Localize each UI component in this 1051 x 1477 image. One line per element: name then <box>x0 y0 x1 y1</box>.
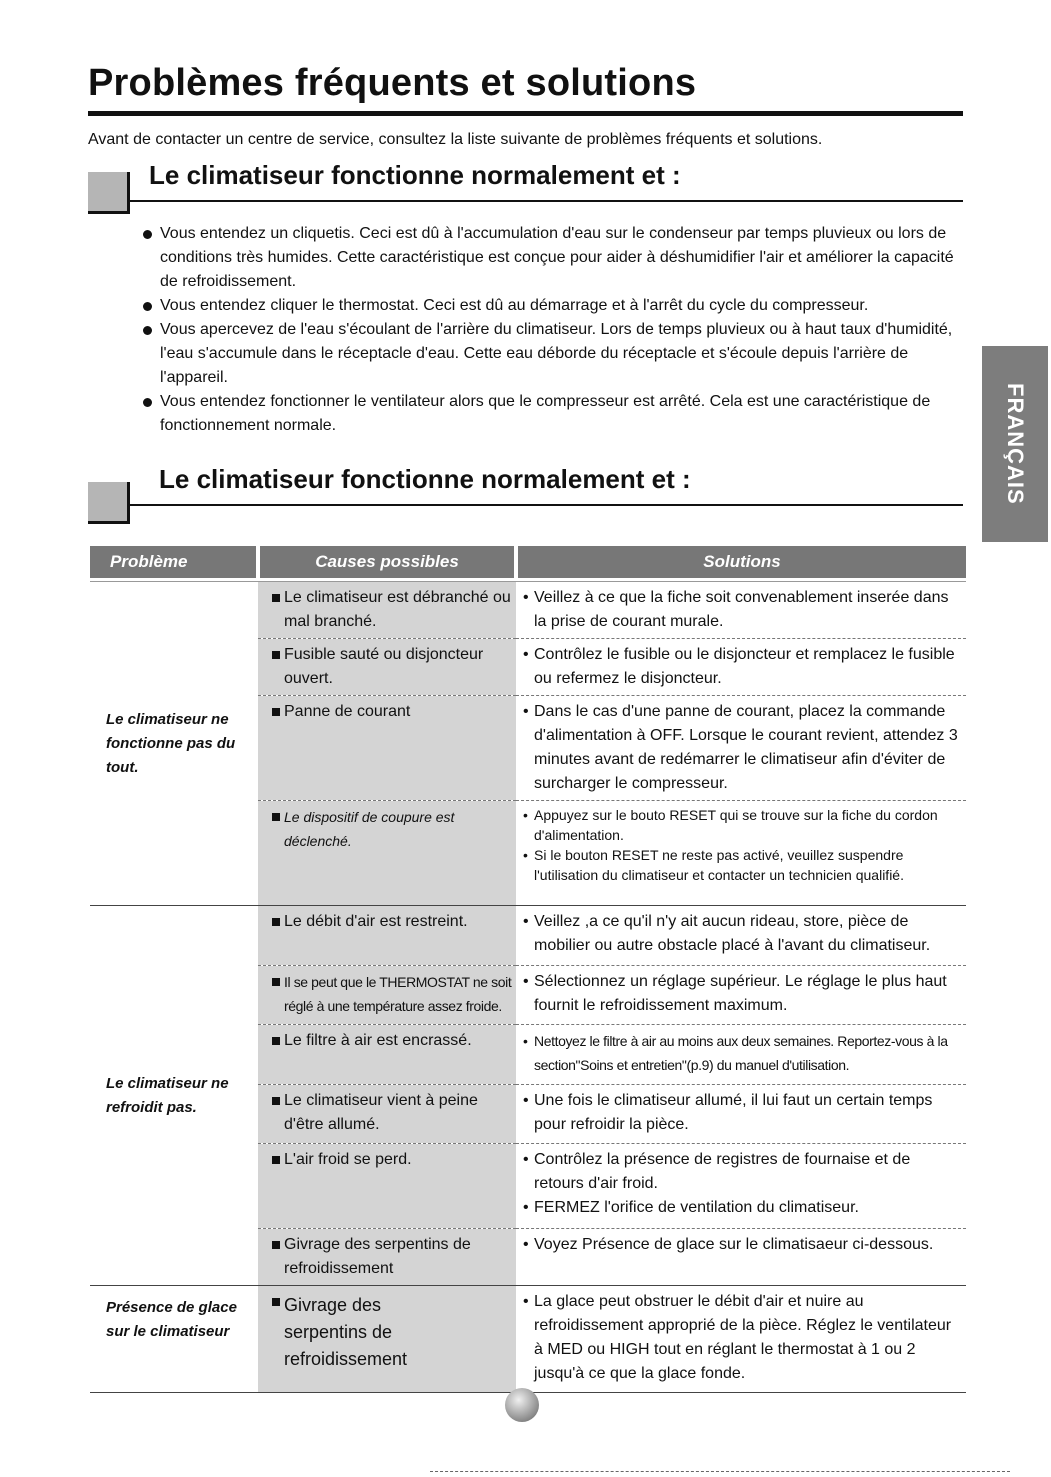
normal-operation-list <box>143 222 963 438</box>
cause-cell: L'air froid se perd. <box>258 1144 516 1229</box>
list-item: Vous entendez fonctionner le ventilateur alors que le compresseur est arrêté. Cela est une caractéristique de fonctionnement normale. <box>143 390 963 438</box>
gray-square-icon <box>88 482 130 524</box>
cause-cell: Le climatiseur est débranché ou mal branché. <box>258 582 516 639</box>
solution-text: • Veillez ,a ce qu'il n'y ait aucun rideau, store, pièce de mobilier ou autre obstacle placé à l'avant du climatiseur. <box>534 910 962 958</box>
header-solutions: Solutions <box>516 546 966 578</box>
solution-text: • Appuyez sur le bouto RESET qui se trouve sur la fiche du cordon d'alimentation. <box>534 805 962 845</box>
solution-text: • Voyez Présence de glace sur le climatisaeur ci-dessous. <box>534 1233 962 1257</box>
page-title: Problèmes fréquents et solutions <box>88 62 697 104</box>
cause-cell: Panne de courant <box>258 696 516 801</box>
list-item: Vous entendez un cliquetis. Ceci est dû à l'accumulation d'eau sur le condenseur par temps pluvieux ou lors de conditions très humides. Cette caractéristique est conçue pour aider à déshumidifier l'air et améliorer la capacité de refroidissement. <box>143 222 963 294</box>
table-header-row <box>90 546 966 578</box>
header-probleme: Problème <box>90 546 258 578</box>
solution-text: • FERMEZ l'orifice de ventilation du climatiseur. <box>534 1196 962 1220</box>
cause-cell: Givrage des serpentins de refroidissement <box>258 1229 516 1286</box>
section1-heading: Le climatiseur fonctionne normalement et : <box>149 160 681 190</box>
section2-heading: Le climatiseur fonctionne normalement et : <box>159 464 691 494</box>
cause-cell: Fusible sauté ou disjoncteur ouvert. <box>258 639 516 696</box>
title-rule <box>88 111 963 116</box>
section2-rule <box>128 504 963 506</box>
table-row <box>90 906 966 966</box>
troubleshooting-table <box>90 546 966 1393</box>
section1-rule <box>128 200 963 202</box>
page-dot-icon <box>505 1388 539 1422</box>
problem-cell: Le climatiseur ne fonctionne pas du tout. <box>90 582 258 906</box>
cause-cell: Il se peut que le THERMOSTAT ne soit réglé à une température assez froide. <box>258 966 516 1025</box>
cause-cell: Le filtre à air est encrassé. <box>258 1025 516 1085</box>
solution-text: • Si le bouton RESET ne reste pas activé, veuillez suspendre l'utilisation du climatiseur et contacter un technicien qualifié. <box>534 845 962 885</box>
solution-text: • Contrôlez le fusible ou le disjoncteur et remplacez le fusible ou refermez le disjoncteur. <box>534 643 962 691</box>
list-item: Vous entendez cliquer le thermostat. Ceci est dû au démarrage et à l'arrêt du cycle du compresseur. <box>143 294 963 318</box>
problem-cell: Présence de glace sur le climatiseur <box>90 1286 258 1393</box>
gray-square-icon <box>88 172 130 214</box>
solution-text: • Sélectionnez un réglage supérieur. Le réglage le plus haut fournit le refroidissement maximum. <box>534 970 962 1018</box>
cause-cell: Givrage des serpentins de refroidissement <box>258 1286 516 1393</box>
language-tab <box>982 346 1048 542</box>
solution-text: • Nettoyez le filtre à air au moins aux deux semaines. Reportez-vous à la section"Soins et entretien"(p.9) du manuel d'utilisation. <box>534 1029 962 1077</box>
cause-cell: Le climatiseur vient à peine d'être allumé. <box>258 1085 516 1144</box>
list-item: Vous apercevez de l'eau s'écoulant de l'arrière du climatiseur. Lors de temps pluvieux ou à haut taux d'humidité, l'eau s'accumule dans le réceptacle d'eau. Cette eau déborde du réceptacle et s'écoule depuis l'arrière de l'appareil. <box>143 318 963 390</box>
solution-text: • La glace peut obstruer le débit d'air et nuire au refroidissement approprié de la pièce. Réglez le ventilateur à MED ou HIGH tout en réglant le thermostat à 1 ou 2 jusqu'à ce que la glace fonde. <box>534 1290 962 1386</box>
table-row <box>90 582 966 639</box>
solution-text: • Contrôlez la présence de registres de fournaise et de retours d'air froid. <box>534 1148 962 1196</box>
solution-text: • Une fois le climatiseur allumé, il lui faut un certain temps pour refroidir la pièce. <box>534 1089 962 1137</box>
cause-cell: Le dispositif de coupure est déclenché. <box>258 801 516 906</box>
solution-text: • Veillez à ce que la fiche soit convenablement inserée dans la prise de courant murale. <box>534 586 962 634</box>
solution-text: • Dans le cas d'une panne de courant, placez la commande d'alimentation à OFF. Lorsque le courant revient, attendez 3 minutes avant de redémarrer le climatiseur afin d'éviter de surcharger le compresseur. <box>534 700 962 796</box>
table-row <box>90 1286 966 1393</box>
problem-cell: Le climatiseur ne refroidit pas. <box>90 906 258 1286</box>
cause-cell: Le débit d'air est restreint. <box>258 906 516 966</box>
bottom-dashed-rule <box>430 1471 1010 1472</box>
language-tab-label: FRANÇAIS <box>1003 383 1028 505</box>
intro-text: Avant de contacter un centre de service, consultez la liste suivante de problèmes fréquents et solutions. <box>88 131 823 148</box>
header-causes: Causes possibles <box>258 546 516 578</box>
